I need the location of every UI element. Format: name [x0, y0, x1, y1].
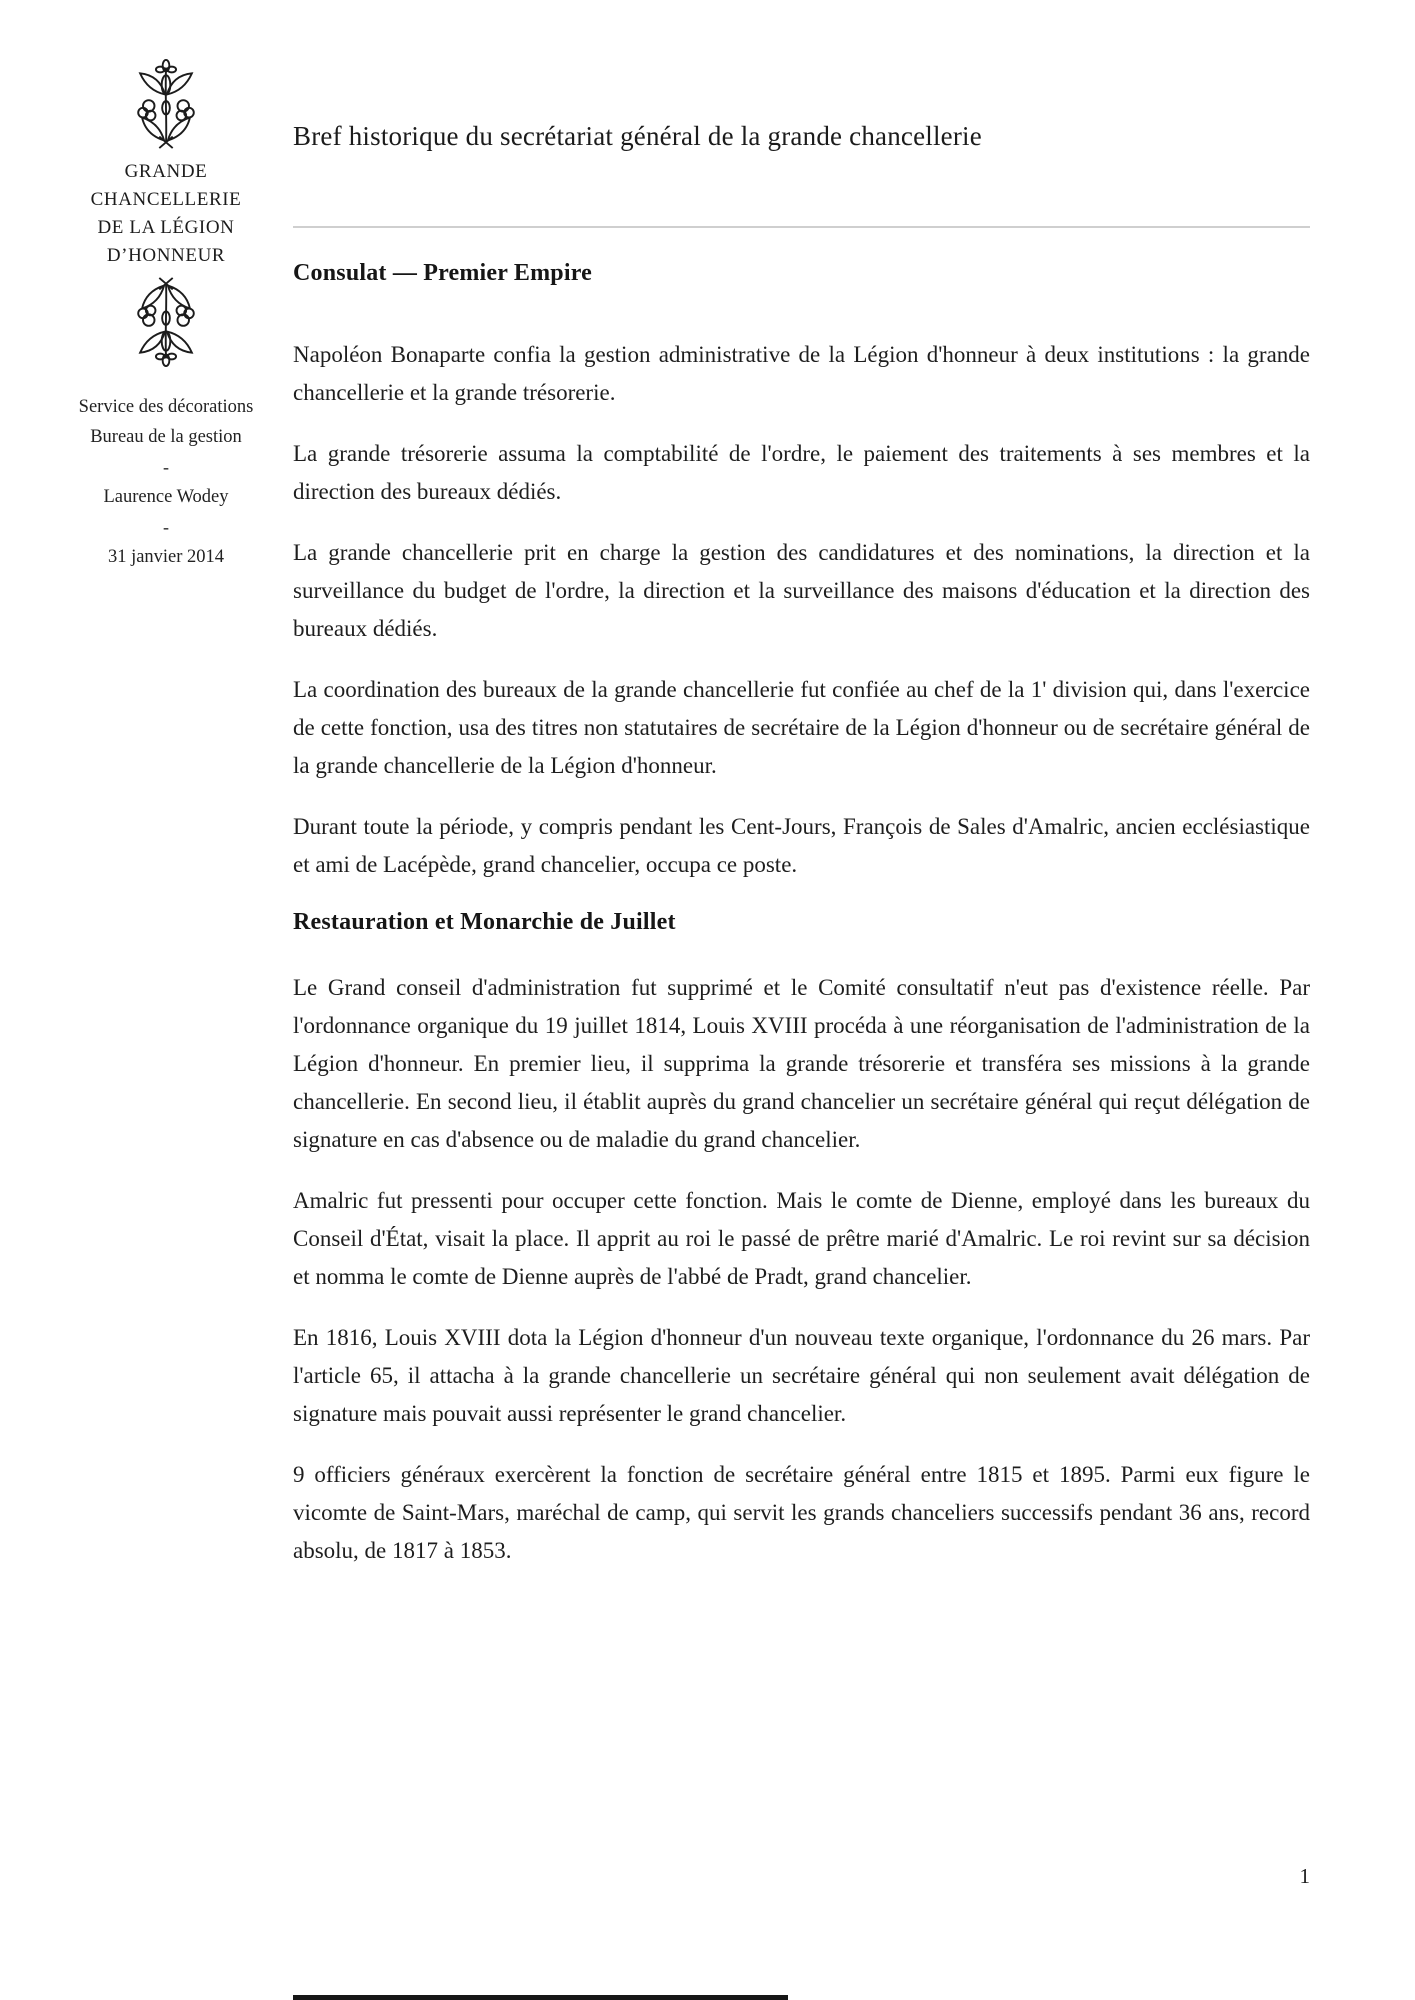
service-line: Service des décorations: [78, 397, 254, 417]
separator-dash: -: [163, 517, 169, 537]
document-date: 31 janvier 2014: [107, 547, 225, 567]
org-name-line: DE LA LÉGION: [97, 217, 235, 238]
org-name-line: GRANDE: [124, 161, 208, 182]
paragraph: Amalric fut pressenti pour occuper cette fonction. Mais le comte de Dienne, employé dans les bureaux du Conseil d'État, visait la place. Il apprit au roi le passé de prêtre marié d'Amalric. Le roi revint sur sa décision et nomma le comte de Dienne auprès de l'abbé de Pradt, grand chancelier.: [293, 1188, 1310, 1289]
floral-ornament-bottom-icon: [48, 276, 284, 368]
paragraph: 9 officiers généraux exercèrent la fonction de secrétaire général entre 1815 et 1895. Parmi eux figure le vicomte de Saint-Mars, maréchal de camp, qui servit les grands chanceliers successifs pendant 36 ans, record absolu, de 1817 à 1853.: [293, 1462, 1310, 1563]
org-name-line: D’HONNEUR: [106, 245, 226, 266]
paragraph: Le Grand conseil d'administration fut supprimé et le Comité consultatif n'eut pas d'existence réelle. Par l'ordonnance organique du 19 juillet 1814, Louis XVIII procéda à une réorganisation de l'administration de la Légion d'honneur. En premier lieu, il supprima la grande trésorerie et transféra ses missions à la grande chancellerie. En second lieu, il établit auprès du grand chancelier un secrétaire général qui reçut délégation de signature en cas d'absence ou de maladie du grand chancelier.: [293, 975, 1310, 1152]
section-heading-consulat: Consulat — Premier Empire: [293, 260, 592, 286]
author-name: Laurence Wodey: [103, 487, 229, 507]
page-title: Bref historique du secrétariat général de la grande chancellerie: [293, 121, 982, 151]
organization-name: [48, 158, 284, 270]
paragraph: La grande trésorerie assuma la comptabilité de l'ordre, le paiement des traitements à ses membres et la direction des bureaux dédiés.: [293, 441, 1310, 504]
separator-dash: -: [163, 457, 169, 477]
paragraph: La coordination des bureaux de la grande chancellerie fut confiée au chef de la 1' division qui, dans l'exercice de cette fonction, usa des titres non statutaires de secrétaire de la Légion d'honneur ou de secrétaire général de la grande chancellerie de la Légion d'honneur.: [293, 677, 1310, 778]
paragraph: La grande chancellerie prit en charge la gestion des candidatures et des nominations, la direction et la surveillance du budget de l'ordre, la direction et la surveillance des maisons d'éducation et la direction des bureaux dédiés.: [293, 540, 1310, 641]
next-page-edge: [293, 1995, 788, 2000]
sidebar-letterhead: [48, 58, 284, 572]
paragraph: Durant toute la période, y compris pendant les Cent-Jours, François de Sales d'Amalric, ancien ecclésiastique et ami de Lacépède, grand chancelier, occupa ce poste.: [293, 814, 1310, 877]
paragraph: Napoléon Bonaparte confia la gestion administrative de la Légion d'honneur à deux institutions : la grande chancellerie et la grande trésorerie.: [293, 342, 1310, 405]
title-divider: [293, 226, 1310, 228]
paragraph: En 1816, Louis XVIII dota la Légion d'honneur d'un nouveau texte organique, l'ordonnance du 26 mars. Par l'article 65, il attacha à la grande chancellerie un secrétaire général qui non seulement avait délégation de signature mais pouvait aussi représenter le grand chancelier.: [293, 1325, 1310, 1426]
page-number: 1: [1299, 1864, 1310, 1888]
document-body: [293, 118, 1310, 1593]
org-name-line: CHANCELLERIE: [90, 189, 242, 210]
floral-ornament-top-icon: [48, 58, 284, 150]
section-heading-restauration: Restauration et Monarchie de Juillet: [293, 909, 676, 935]
bureau-line: Bureau de la gestion: [90, 427, 242, 447]
